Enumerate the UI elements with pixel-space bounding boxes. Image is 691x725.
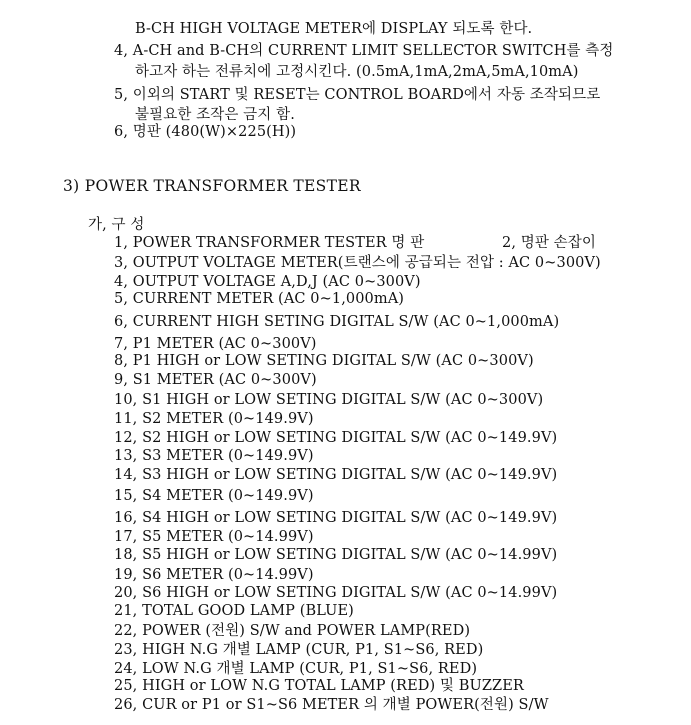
list-item: 11, S2 METER (0~149.9V): [114, 411, 314, 427]
list-item: 9, S1 METER (AC 0~300V): [114, 372, 317, 388]
list-item-continuation: 불필요한 조작은 금지 함.: [135, 107, 295, 123]
list-item: 13, S3 METER (0~149.9V): [114, 448, 314, 464]
list-item: 5, 이외의 START 및 RESET는 CONTROL BOARD에서 자동 조작되므로: [114, 87, 601, 103]
section-title: 3) POWER TRANSFORMER TESTER: [63, 177, 361, 195]
list-item: 21, TOTAL GOOD LAMP (BLUE): [114, 603, 354, 619]
list-item: 17, S5 METER (0~14.99V): [114, 529, 314, 545]
list-item: 8, P1 HIGH or LOW SETING DIGITAL S/W (AC 0~300V): [114, 353, 534, 369]
list-item: 23, HIGH N.G 개별 LAMP (CUR, P1, S1~S6, RED): [114, 642, 484, 658]
list-item: 16, S4 HIGH or LOW SETING DIGITAL S/W (AC 0~149.9V): [114, 510, 558, 526]
list-item: 24, LOW N.G 개별 LAMP (CUR, P1, S1~S6, RED): [114, 661, 478, 677]
list-item: 10, S1 HIGH or LOW SETING DIGITAL S/W (AC 0~300V): [114, 392, 544, 408]
list-line: B-CH HIGH VOLTAGE METER에 DISPLAY 되도록 한다.: [135, 21, 533, 37]
list-item: 26, CUR or P1 or S1~S6 METER 의 개별 POWER(전원) S/W: [114, 697, 549, 713]
list-item: 7, P1 METER (AC 0~300V): [114, 336, 317, 352]
list-item: 2, 명판 손잡이: [502, 235, 596, 251]
list-item: 6, 명판 (480(W)×225(H)): [114, 124, 297, 140]
list-item: 6, CURRENT HIGH SETING DIGITAL S/W (AC 0~1,000mA): [114, 314, 560, 330]
list-item: 12, S2 HIGH or LOW SETING DIGITAL S/W (AC 0~149.9V): [114, 430, 558, 446]
list-item: 25, HIGH or LOW N.G TOTAL LAMP (RED) 및 BUZZER: [114, 678, 524, 694]
list-item: 20, S6 HIGH or LOW SETING DIGITAL S/W (AC 0~14.99V): [114, 585, 558, 601]
list-item: 1, POWER TRANSFORMER TESTER 명 판: [114, 235, 425, 251]
list-item: 4, A-CH and B-CH의 CURRENT LIMIT SELLECTOR SWITCH를 측정: [114, 43, 614, 59]
list-item: 18, S5 HIGH or LOW SETING DIGITAL S/W (AC 0~14.99V): [114, 547, 558, 563]
list-item: 3, OUTPUT VOLTAGE METER(트랜스에 공급되는 전압 : AC 0~300V): [114, 255, 601, 271]
list-item: 14, S3 HIGH or LOW SETING DIGITAL S/W (AC 0~149.9V): [114, 467, 558, 483]
list-item: 15, S4 METER (0~149.9V): [114, 488, 314, 504]
list-item: 19, S6 METER (0~14.99V): [114, 567, 314, 583]
subheading: 가, 구 성: [88, 217, 145, 233]
list-item: 4, OUTPUT VOLTAGE A,D,J (AC 0~300V): [114, 274, 421, 290]
list-item-continuation: 하고자 하는 전류치에 고정시킨다. (0.5mA,1mA,2mA,5mA,10mA): [135, 64, 579, 80]
list-item: 22, POWER (전원) S/W and POWER LAMP(RED): [114, 623, 471, 639]
list-item: 5, CURRENT METER (AC 0~1,000mA): [114, 291, 405, 307]
